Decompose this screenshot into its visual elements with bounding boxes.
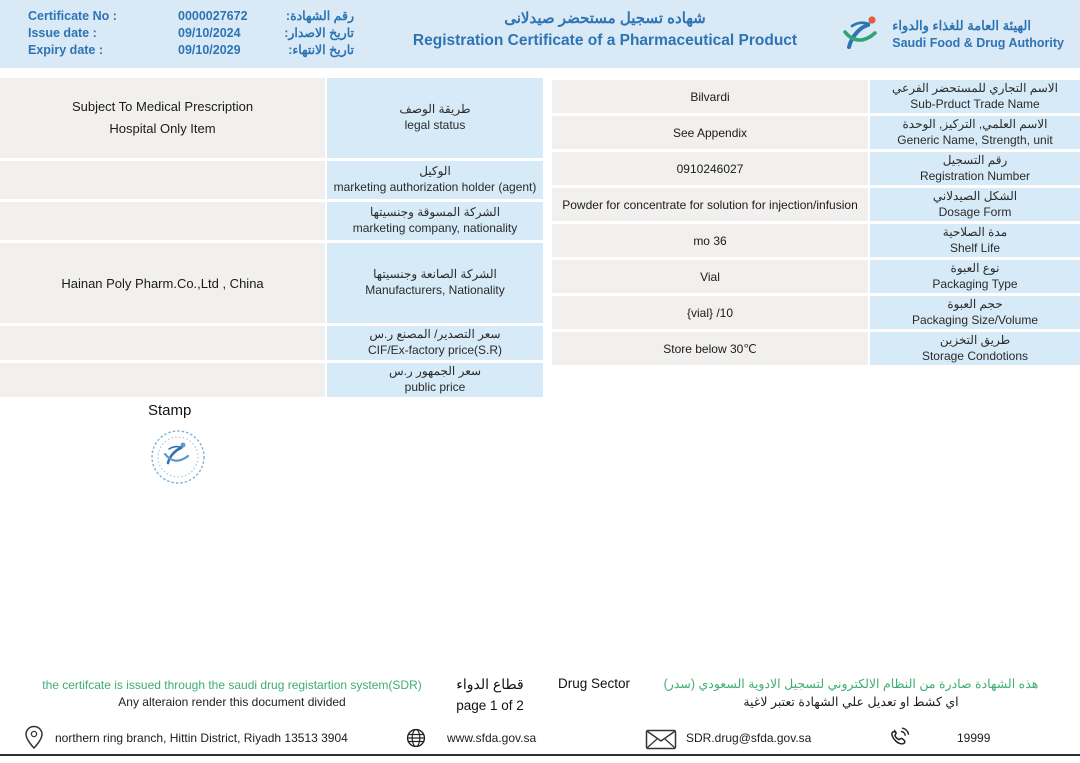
label-arabic: سعر الجمهور ر.س	[388, 364, 482, 379]
certificate-info-block	[28, 9, 354, 58]
drug-sector-english: Drug Sector	[558, 676, 631, 691]
table-row	[0, 326, 543, 360]
label-english: Packaging Size/Volume	[911, 312, 1039, 327]
drug-sector-arabic: قطاع الدواء	[456, 676, 524, 692]
storage-conditions-label	[870, 332, 1080, 365]
address-text: northern ring branch, Hittin District, Riyadh 13513 3904	[55, 731, 348, 745]
table-row	[0, 243, 543, 323]
expiry-date-value: 09/10/2029	[178, 43, 241, 57]
agent-value	[0, 161, 325, 199]
certificate-no-value: 0000027672	[178, 9, 248, 23]
official-stamp	[150, 429, 206, 490]
public-price-label	[327, 363, 543, 397]
table-row	[0, 78, 543, 158]
document-title-english: Registration Certificate of a Pharmaceutical Product	[412, 32, 798, 49]
value-line: Hainan Poly Pharm.Co.,Ltd , China	[61, 275, 264, 291]
value-line: Bilvardi	[690, 89, 730, 104]
table-row	[0, 161, 543, 199]
packaging-size-label	[870, 296, 1080, 329]
generic-name-value	[552, 116, 868, 149]
sfda-name-english: Saudi Food & Drug Authority	[892, 36, 1064, 50]
table-row	[552, 260, 1080, 293]
generic-name-label	[870, 116, 1080, 149]
value-line: Store below 30℃	[663, 341, 757, 356]
label-english: public price	[404, 380, 466, 394]
label-english: marketing authorization holder (agent)	[333, 180, 537, 194]
table-row	[552, 296, 1080, 329]
label-english: Manufacturers, Nationality	[365, 283, 505, 297]
shelf-life-value	[552, 224, 868, 257]
table-row	[552, 188, 1080, 221]
label-english: Dosage Form	[938, 204, 1012, 219]
packaging-size-value	[552, 296, 868, 329]
label-english: marketing company, nationality	[352, 221, 518, 235]
registration-number-value	[552, 152, 868, 185]
issue-date-label-ar: تاريخ الاصدار:	[284, 26, 354, 40]
table-row	[552, 152, 1080, 185]
sdr-notice-english: the certifcate is issued through the saudi drug registartion system(SDR)	[42, 678, 422, 692]
location-pin-icon	[24, 725, 44, 750]
marketing-company-value	[0, 202, 325, 240]
value-line: 0910246027	[676, 161, 744, 176]
certificate-no-label-ar: رقم الشهادة:	[285, 9, 354, 23]
legal-status-label	[327, 78, 543, 158]
storage-conditions-value	[552, 332, 868, 365]
shelf-life-label	[870, 224, 1080, 257]
packaging-type-label	[870, 260, 1080, 293]
alteration-notice-arabic: اي كشط او تعديل علي الشهادة تعتبر لاغية	[743, 695, 959, 709]
stamp-seal-icon	[150, 429, 206, 485]
table-row	[552, 332, 1080, 365]
manufacturer-label	[327, 243, 543, 323]
label-arabic: الاسم العلمي, التركيز, الوحدة	[902, 116, 1048, 131]
page-number: page 1 of 2	[456, 698, 524, 713]
label-arabic: الشكل الصيدلاني	[932, 188, 1018, 203]
label-english: Registration Number	[919, 168, 1031, 183]
bottom-border-line	[0, 754, 1080, 756]
agent-label	[327, 161, 543, 199]
label-arabic: الاسم التجاري للمستحضر الفرعي	[892, 80, 1058, 95]
label-arabic: الشركة الصانعة وجنسيتها	[373, 267, 497, 282]
right-details-table	[552, 80, 1080, 368]
website-text: www.sfda.gov.sa	[447, 731, 537, 745]
trade-name-label	[870, 80, 1080, 113]
value-line: {vial} /10	[686, 305, 734, 320]
registration-number-label	[870, 152, 1080, 185]
issue-date-label: Issue date :	[28, 26, 97, 40]
label-english: Generic Name, Strength, unit	[897, 132, 1053, 147]
label-english: Packaging Type	[932, 276, 1018, 291]
label-arabic: رقم التسجيل	[942, 152, 1008, 167]
document-title-arabic: شهاده تسجيل مستحضر صيدلانى	[504, 10, 706, 27]
dosage-form-value	[552, 188, 868, 221]
value-line: Powder for concentrate for solution for injection/infusion	[562, 197, 858, 212]
sfda-logo	[838, 11, 1064, 57]
sdr-notice-arabic: هذه الشهادة صادرة من النظام الالكتروني لتسجيل الادوية السعودي (سدر)	[663, 677, 1039, 691]
value-line: See Appendix	[672, 125, 748, 140]
label-arabic: طريقة الوصف	[399, 102, 471, 117]
value-line: Subject To Medical Prescription	[71, 99, 254, 114]
table-row	[552, 224, 1080, 257]
issue-date-value: 09/10/2024	[178, 26, 241, 40]
header-band	[0, 0, 1080, 68]
packaging-type-value	[552, 260, 868, 293]
expiry-date-label-ar: تاريخ الانتهاء:	[288, 43, 354, 57]
label-arabic: طريق التخزين	[939, 332, 1011, 347]
label-arabic: نوع العبوة	[950, 260, 1000, 275]
footer-notice-arabic	[628, 676, 1074, 709]
expiry-date-label: Expiry date :	[28, 43, 104, 57]
value-line: Hospital Only Item	[109, 121, 216, 136]
trade-name-value	[552, 80, 868, 113]
email-envelope-icon	[645, 729, 677, 750]
label-english: Shelf Life	[949, 240, 1001, 255]
dosage-form-label	[870, 188, 1080, 221]
stamp-label: Stamp	[148, 402, 192, 419]
legal-status-value	[0, 78, 325, 158]
sfda-name-arabic: الهيئة العامة للغذاء والدواء	[892, 18, 1031, 33]
value-line: Vial	[700, 269, 720, 284]
label-arabic: حجم العبوة	[947, 296, 1003, 311]
left-details-table	[0, 78, 543, 400]
phone-icon	[886, 725, 912, 751]
label-arabic: الشركة المسوقة وجنسيتها	[369, 205, 501, 220]
label-english: Storage Condotions	[921, 348, 1029, 363]
sfda-figure-icon	[838, 11, 884, 57]
alteration-notice-english: Any alteraion render this document divided	[118, 695, 346, 709]
marketing-company-label	[327, 202, 543, 240]
factory-price-label	[327, 326, 543, 360]
table-row	[0, 202, 543, 240]
table-row	[552, 80, 1080, 113]
sfda-logo-text	[892, 18, 1064, 50]
email-text: SDR.drug@sfda.gov.sa	[686, 731, 812, 745]
factory-price-value	[0, 326, 325, 360]
table-row	[0, 363, 543, 397]
label-arabic: مدة الصلاحية	[942, 224, 1008, 239]
label-english: Sub-Prduct Trade Name	[910, 96, 1040, 111]
label-english: CIF/Ex-factory price(S.R)	[367, 343, 502, 357]
document-title	[370, 9, 840, 50]
phone-number-text: 19999	[957, 731, 991, 745]
label-arabic: سعر التصدير/ المصنع ر.س	[369, 327, 501, 342]
certificate-no-label: Certificate No :	[28, 9, 117, 23]
label-english: legal status	[404, 118, 466, 132]
value-line: mo 36	[693, 233, 727, 248]
label-arabic: الوكيل	[419, 164, 451, 179]
manufacturer-value	[0, 243, 325, 323]
public-price-value	[0, 363, 325, 397]
footer-notice-english	[8, 678, 456, 709]
globe-icon	[405, 727, 427, 749]
table-row	[552, 116, 1080, 149]
